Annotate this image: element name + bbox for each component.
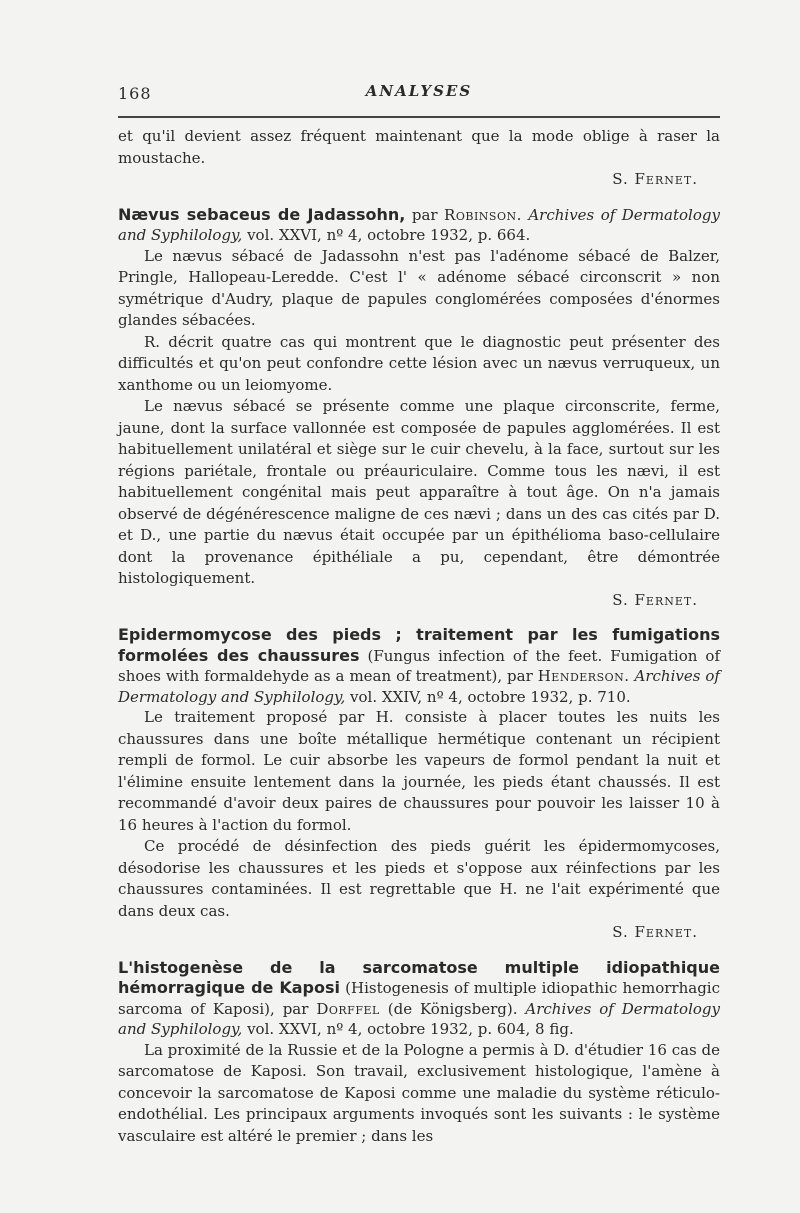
signature: S. Fernet. — [612, 923, 698, 941]
article-title: Epidermomycose des pieds ; traitement par les fumigations formolées des chaussures — [118, 625, 720, 665]
by-word: par — [411, 205, 438, 224]
journal: Archives of Dermatology and Syphilology, — [118, 205, 720, 244]
author: Henderson. — [537, 667, 630, 685]
paragraph: R. décrit quatre cas qui montrent que le diagnostic peut présenter des difficultés et qu'on peut confondre cette lésion avec un nævus verruqueux, un xanthome ou un leiomyome. — [118, 332, 720, 394]
running-title: ANALYSES — [365, 82, 473, 100]
reference: vol. XXVI, nº 4, octobre 1932, p. 604, 8 fig. — [247, 1020, 574, 1038]
journal: Archives of Dermatology and Syphilology, — [118, 999, 720, 1038]
reference: vol. XXVI, nº 4, octobre 1932, p. 664. — [247, 226, 531, 244]
page-header — [118, 80, 720, 104]
paragraph: Le nævus sébacé se présente comme une plaque circonscrite, ferme, jaune, dont la surface vallonnée est composée de papules agglomérées. Il est habituellement unilatéral et siège sur le cuir chevelu, à la face, surtout sur les régions pariétale, frontale ou préauriculaire. Comme tous les nævi, il est habituellement congénital mais peut apparaître à tout âge. On n'a jamais observé de dégénérescence maligne de ces nævi ; dans un des cas cités par D. et D., une partie du nævus était occupée par un épithélioma baso-cellulaire dont la provenance épithéliale a pu, cependant, être démontrée histologiquement. — [118, 397, 720, 587]
by-word: par — [507, 667, 533, 685]
by-word: par — [282, 999, 309, 1018]
article-heading — [118, 205, 720, 246]
author: Dorffel — [316, 999, 380, 1018]
signature: S. Fernet. — [612, 170, 698, 188]
signature: S. Fernet. — [612, 590, 698, 609]
article-title: Nævus sebaceus de Jadassohn, — [118, 204, 406, 224]
article-heading — [118, 958, 720, 1040]
paragraph: Le traitement proposé par H. consiste à placer toutes les nuits les chaussures dans une boîte métallique hermétique contenant un récipient rempli de formol. Le cuir absorbe les vapeurs de formol pendant la nuit et l'élimine ensuite lentement dans la journée, les pieds étant chaussés. Il est recommandé d'avoir deux paires de chaussures pour pouvoir les laisser 10 à 16 heures à l'action du formol. — [118, 708, 720, 834]
article-title: L'histogenèse de la sarcomatose multiple idiopathique hémorragique de Kaposi — [118, 957, 720, 997]
article-3 — [118, 958, 720, 1148]
page — [118, 80, 720, 1147]
reference: vol. XXIV, nº 4, octobre 1932, p. 710. — [350, 687, 631, 706]
author-place: (de Königsberg). — [387, 999, 518, 1018]
page-number: 168 — [118, 84, 152, 103]
article-subtitle: (Fungus infection of the feet. Fumigation of shoes with formaldehyde as a mean of treatment), — [118, 646, 721, 685]
paragraph: Ce procédé de désinfection des pieds guérit les épidermomycoses, désodorise les chaussures et les pieds et s'oppose aux réinfections par les chaussures contaminées. Il est regrettable que H. ne l'ait expérimenté que dans deux cas. — [118, 837, 720, 920]
header-rule — [118, 116, 720, 118]
article-2 — [118, 625, 720, 944]
article-subtitle: (Histogenesis of multiple idiopathic hemorrhagic sarcoma of Kaposi), — [118, 979, 720, 1018]
article-1 — [118, 205, 720, 612]
journal: Archives of Dermatology and Syphilology, — [118, 667, 720, 706]
author: Robinson. — [444, 205, 522, 224]
paragraph: Le nævus sébacé de Jadassohn n'est pas l'adénome sébacé de Balzer, Pringle, Hallopeau-Leredde. C'est l' « adénome sébacé circonscrit » non symétrique d'Audry, plaque de papules conglomérées composées d'énormes glandes sébacées. — [118, 246, 720, 329]
continuation-text: et qu'il devient assez fréquent maintenant que la mode oblige à raser la moustache. — [118, 127, 720, 167]
article-heading — [118, 625, 720, 707]
paragraph: La proximité de la Russie et de la Pologne a permis à D. d'étudier 16 cas de sarcomatose de Kaposi. Son travail, exclusivement histologique, l'amène à concevoir la sarcomatose de Kaposi comme une maladie du système réticulo-endothélial. Les principaux arguments invoqués sont les suivants : le système vasculaire est altéré le premier ; dans les — [118, 1040, 720, 1145]
